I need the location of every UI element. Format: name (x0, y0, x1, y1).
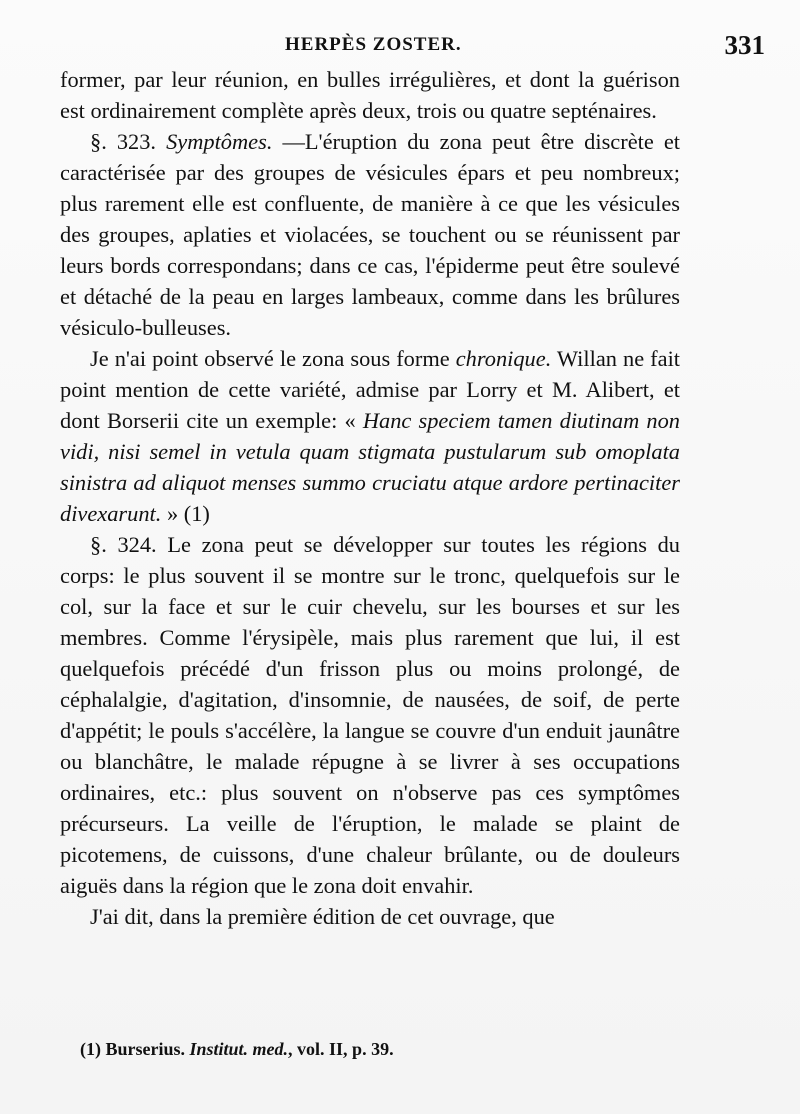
footnote-title: Institut. med. (189, 1039, 289, 1059)
paragraph-symptomes (60, 126, 680, 343)
section-number: §. 323. (90, 129, 157, 154)
paragraph-edition: J'ai dit, dans la première édition de cet ouvrage, que (90, 904, 555, 929)
footnote-author: Burserius. (105, 1039, 186, 1059)
footnote-marker: (1) (80, 1039, 106, 1059)
paragraph-text: Willan ne fait point mention de cette variété, admise par Lorry et M. Alibert, et dont Borserii cite un exemple: « (60, 346, 681, 433)
paragraph-regions: §. 324. Le zona peut se développer sur toutes les régions du corps: le plus souvent il se montre sur le tronc, quelquefois sur le col, sur la face et sur le cuir chevelu, sur les bourses et sur les membres. Comme l'érysipèle, mais plus rarement que lui, il est quelquefois précédé d'un frisson plus ou moins prolongé, de céphalalgie, d'agitation, d'insomnie, de nausées, de soif, de perte d'appétit; le pouls s'accélère, la langue se couvre d'un enduit jaunâtre ou blanchâtre, le malade répugne à se livrer à ses occupations ordinaires, etc.: plus souvent on n'observe pas ces symptômes précurseurs. La veille de l'éruption, le malade se plaint de picotemens, de cuissons, d'une chaleur brûlante, ou de douleurs aiguës dans la région que le zona doit envahir. (60, 532, 680, 898)
footnote-reference: » (1) (161, 501, 210, 526)
emphasis-chronique: chronique. (455, 346, 552, 371)
running-head: HERPÈS ZOSTER. (285, 34, 462, 55)
footnote-divider (80, 1030, 720, 1031)
latin-quote: Hanc speciem tamen diutinam non vidi, nisi semel in vetula quam stigmata pustularum sub omoplata sinistra ad aliquot menses summo cruciatu atque ardore pertinaciter divexarunt. (60, 408, 680, 526)
paragraph-text: Je n'ai point observé le zona sous forme (90, 346, 456, 371)
page-number: 331 (724, 30, 765, 60)
paragraph-text: —L'éruption du zona peut être discrète et caractérisée par des groupes de vésicules épars et peu nombreux; plus rarement elle est confluente, de manière à ce que les vésicules des groupes, aplaties et violacées, se touchent ou se réunissent par leurs bords correspondans; dans ce cas, l'épiderme peut être soulevé et détaché de la peau en larges lambeaux, comme dans les brûlures vésiculo-bulleuses. (60, 129, 680, 340)
footnote (80, 1037, 720, 1061)
paragraph-chronique (60, 343, 680, 529)
section-heading: Symptômes. (166, 129, 273, 154)
paragraph-continuation: former, par leur réunion, en bulles irrégulières, et dont la guérison est ordinairement complète après deux, trois ou quatre septénaires. (60, 67, 680, 123)
footnote-reference-detail: , vol. II, p. 39. (288, 1039, 394, 1059)
body-text (60, 64, 680, 932)
